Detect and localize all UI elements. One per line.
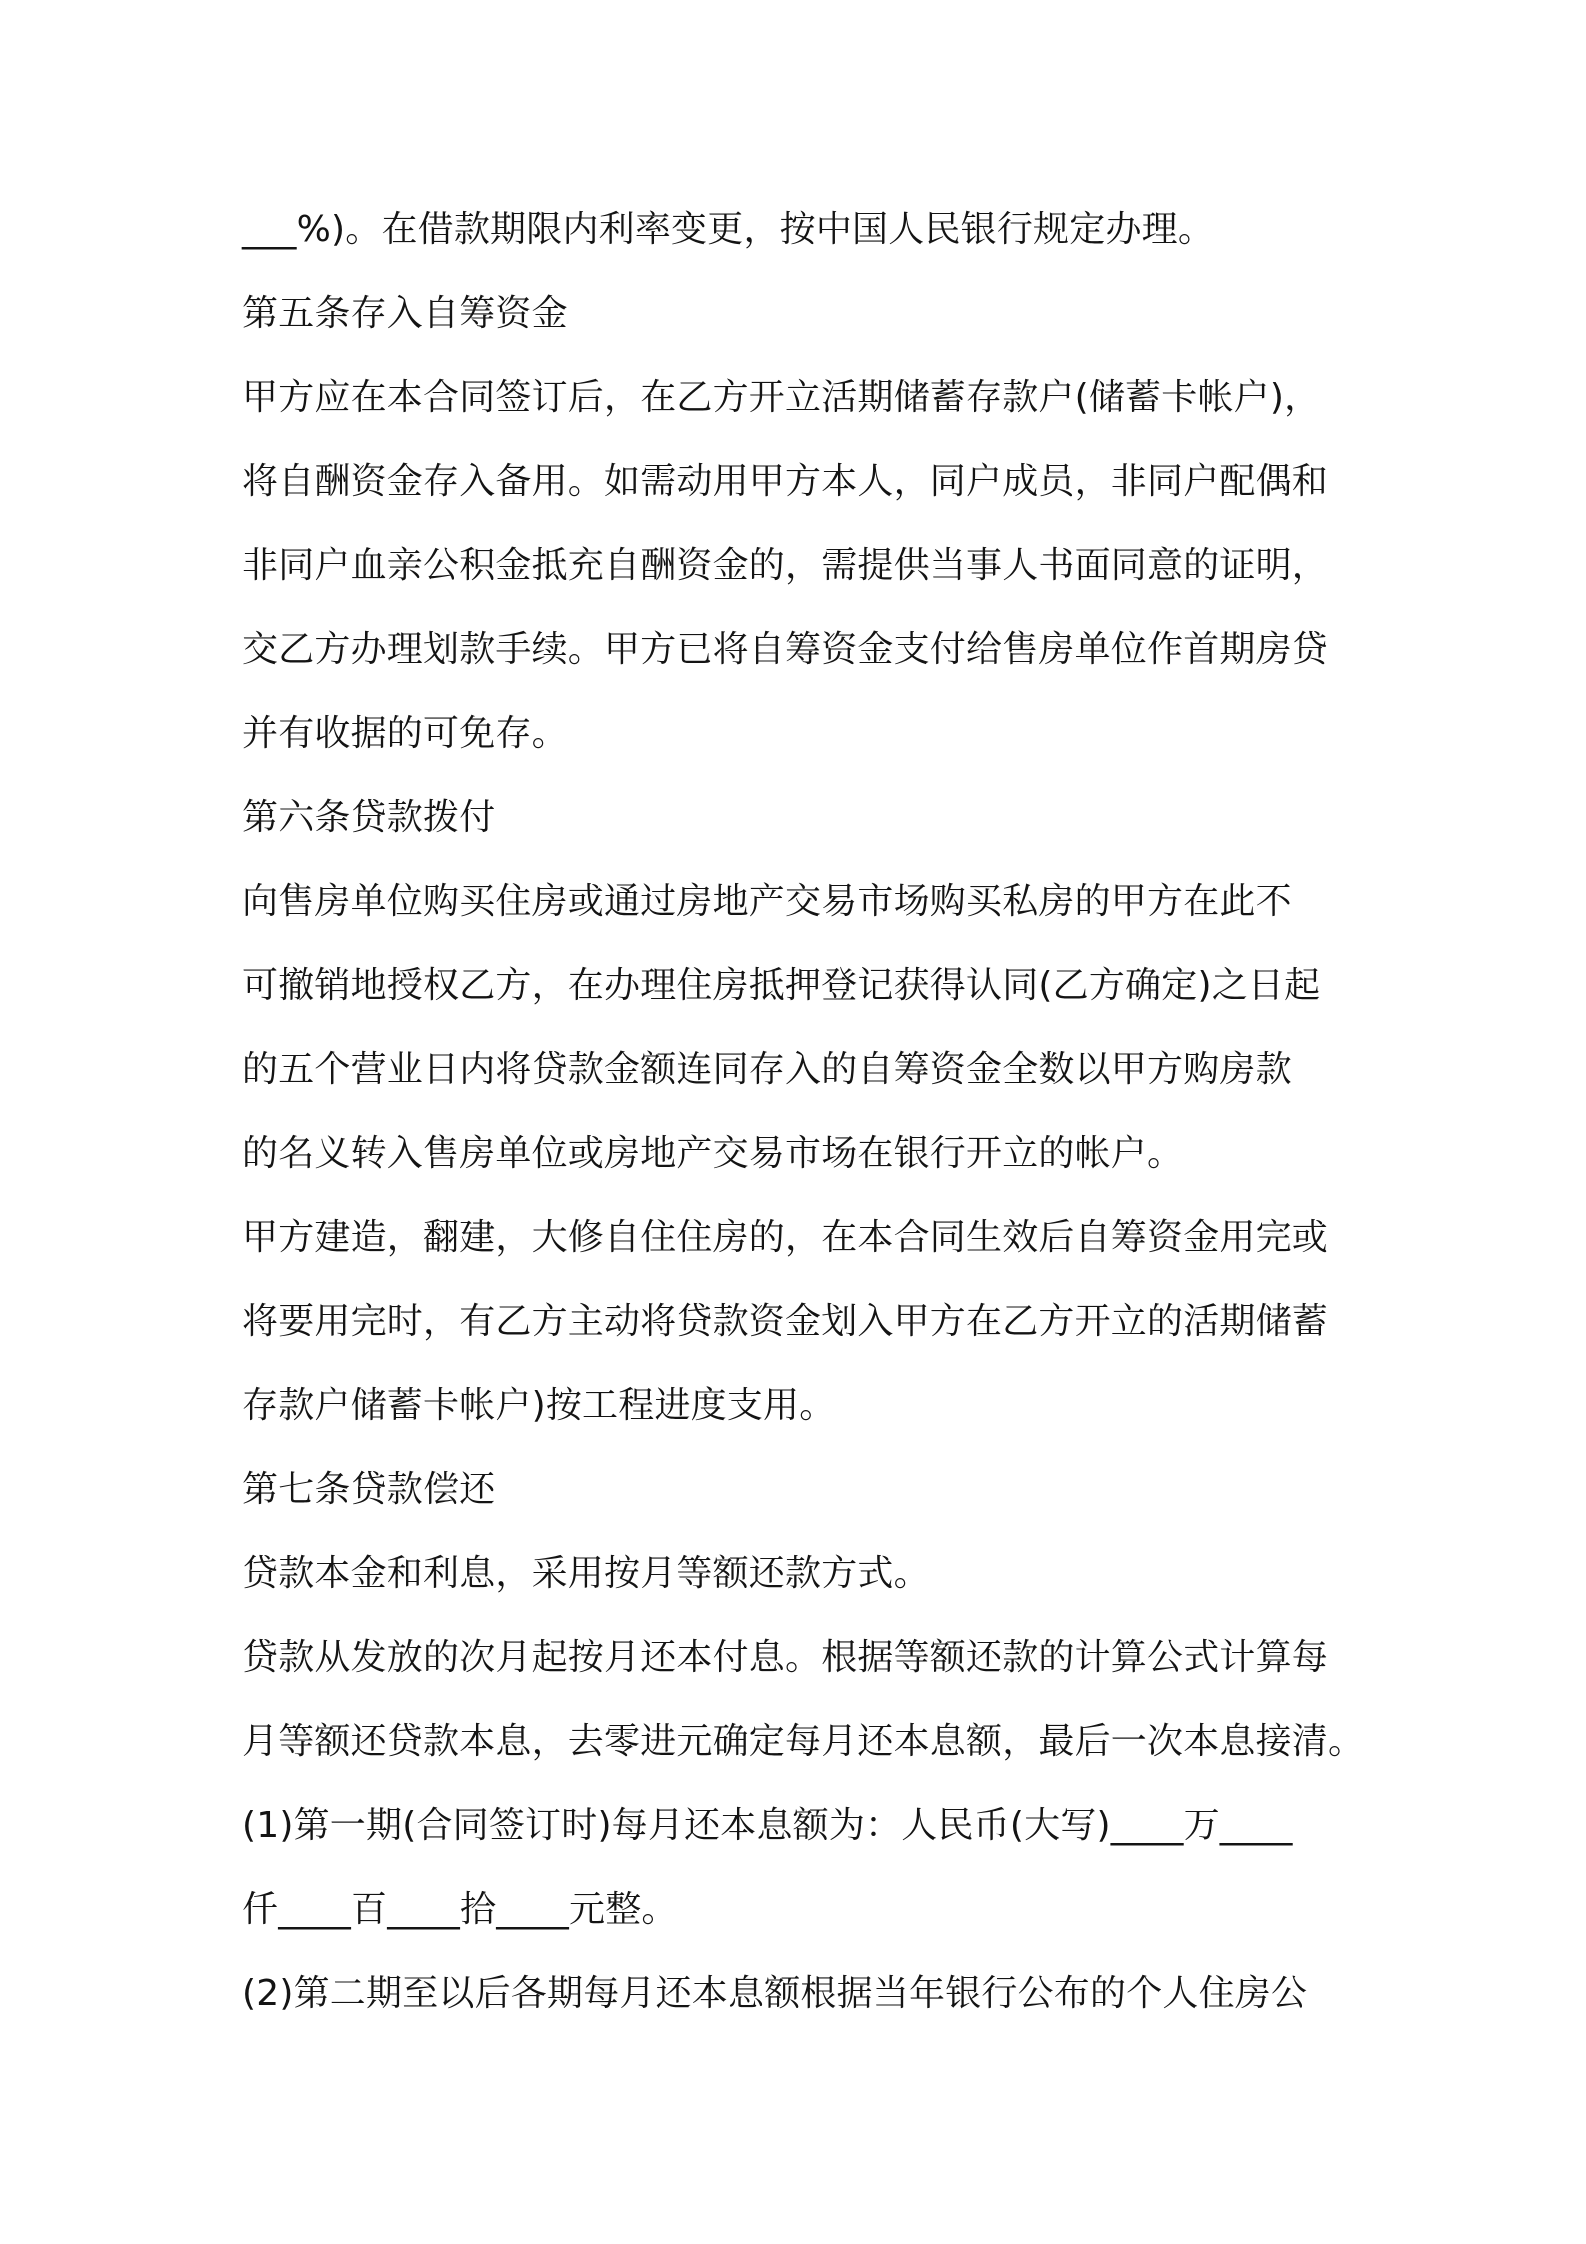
heading-article-5: 第五条存入自筹资金 [242,293,568,334]
heading-article-6: 第六条贷款拨付 [242,797,496,838]
text-line-second-period: (2)第二期至以后各期每月还本息额根据当年银行公布的个人住房公 [242,1973,1308,2014]
text-line: 的五个营业日内将贷款金额连同存入的自筹资金全数以甲方购房款 [242,1049,1292,1090]
text-line: 并有收据的可免存。 [242,713,568,754]
text-line: 甲方建造，翻建，大修自住住房的，在本合同生效后自筹资金用完或 [242,1217,1329,1258]
text-line-interest-rate: ___%)。在借款期限内利率变更，按中国人民银行规定办理。 [242,209,1215,250]
text-line: 可撤销地授权乙方，在办理住房抵押登记获得认同(乙方确定)之日起 [242,965,1321,1006]
text-line: 将自酬资金存入备用。如需动用甲方本人，同户成员，非同户配偶和 [242,461,1329,502]
text-line-first-period-amount: (1)第一期(合同签订时)每月还本息额为：人民币(大写)____万____ [242,1805,1293,1846]
text-line-amount-units: 仟____百____拾____元整。 [242,1889,678,1930]
text-line: 存款户储蓄卡帐户)按工程进度支用。 [242,1385,836,1426]
text-line: 贷款本金和利息，采用按月等额还款方式。 [242,1553,930,1594]
text-line: 将要用完时，有乙方主动将贷款资金划入甲方在乙方开立的活期储蓄 [242,1301,1329,1342]
text-line: 的名义转入售房单位或房地产交易市场在银行开立的帐户。 [242,1133,1184,1174]
text-line: 非同户血亲公积金抵充自酬资金的，需提供当事人书面同意的证明， [242,545,1329,586]
heading-article-7: 第七条贷款偿还 [242,1469,496,1510]
text-line: 交乙方办理划款手续。甲方已将自筹资金支付给售房单位作首期房贷 [242,629,1329,670]
text-line: 月等额还贷款本息，去零进元确定每月还本息额，最后一次本息接清。 [242,1721,1365,1762]
text-line: 甲方应在本合同签订后，在乙方开立活期储蓄存款户(储蓄卡帐户)， [242,377,1321,418]
text-line: 向售房单位购买住房或通过房地产交易市场购买私房的甲方在此不 [242,881,1292,922]
text-line: 贷款从发放的次月起按月还本付息。根据等额还款的计算公式计算每 [242,1637,1329,1678]
